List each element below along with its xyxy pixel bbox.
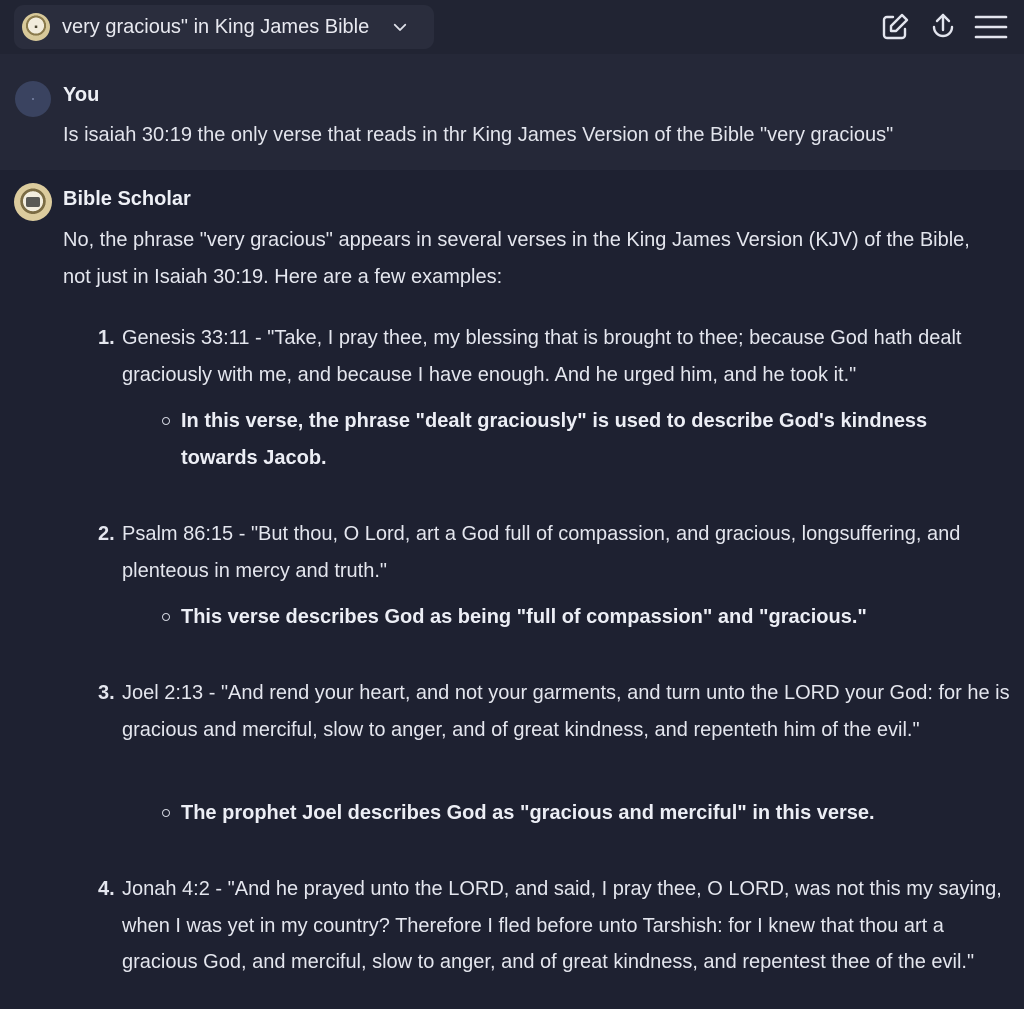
gpt-title: very gracious" in King James Bible bbox=[62, 15, 370, 38]
list-item bbox=[98, 871, 1018, 981]
gpt-selector-button[interactable] bbox=[14, 5, 434, 49]
list-item bbox=[98, 675, 1018, 748]
list-item-text: Psalm 86:15 - "But thou, O Lord, art a God full of compassion, and gracious, longsuffering, and plenteous in mercy and truth." bbox=[122, 523, 961, 582]
chevron-down-icon bbox=[391, 18, 409, 36]
share-upload-icon[interactable] bbox=[926, 10, 960, 44]
user-message-text: Is isaiah 30:19 the only verse that reads in thr King James Version of the Bible "very gracious" bbox=[63, 124, 894, 146]
list-number: 1. bbox=[98, 327, 115, 349]
edit-icon[interactable] bbox=[878, 10, 912, 44]
user-avatar bbox=[15, 81, 51, 117]
list-item-text: Jonah 4:2 - "And he prayed unto the LORD, and said, I pray thee, O LORD, was not this my saying, when I was yet in my country? Therefore I fled before unto Tarshish: for I knew that thou art a gracious God, and merciful, slow to anger, and of great kindness, and repentest thee of the evil." bbox=[122, 878, 1002, 973]
circle-bullet-icon bbox=[162, 417, 170, 425]
assistant-avatar bbox=[14, 183, 52, 221]
list-number: 3. bbox=[98, 682, 115, 704]
list-item-note bbox=[181, 795, 1001, 832]
list-item-note bbox=[181, 403, 1001, 476]
top-bar bbox=[0, 0, 1024, 54]
list-item bbox=[98, 516, 1018, 589]
circle-bullet-icon bbox=[162, 809, 170, 817]
list-item-note bbox=[181, 599, 1001, 636]
list-number: 2. bbox=[98, 523, 115, 545]
list-item-text: Joel 2:13 - "And rend your heart, and not your garments, and turn unto the LORD your God: for he is gracious and merciful, slow to anger, and of great kindness, and repenteth him of the evil." bbox=[122, 682, 1010, 741]
gpt-avatar-icon: ▪ bbox=[22, 13, 50, 41]
list-number: 4. bbox=[98, 878, 115, 900]
list-item-note-text: This verse describes God as being "full of compassion" and "gracious." bbox=[181, 606, 867, 628]
list-item-note-text: In this verse, the phrase "dealt graciously" is used to describe God's kindness towards Jacob. bbox=[181, 410, 928, 469]
user-message bbox=[0, 54, 1024, 170]
menu-icon[interactable] bbox=[974, 10, 1008, 44]
assistant-name: Bible Scholar bbox=[63, 188, 191, 210]
list-item bbox=[98, 320, 1018, 393]
user-name: You bbox=[63, 84, 100, 106]
list-item-note-text: The prophet Joel describes God as "gracious and merciful" in this verse. bbox=[181, 802, 875, 824]
assistant-intro: No, the phrase "very gracious" appears in several verses in the King James Version (KJV) of the Bible, not just in Isaiah 30:19. Here are a few examples: bbox=[63, 229, 970, 288]
circle-bullet-icon bbox=[162, 613, 170, 621]
list-item-text: Genesis 33:11 - "Take, I pray thee, my blessing that is brought to thee; because God hath dealt graciously with me, and because I have enough. And he urged him, and he took it." bbox=[122, 327, 962, 386]
